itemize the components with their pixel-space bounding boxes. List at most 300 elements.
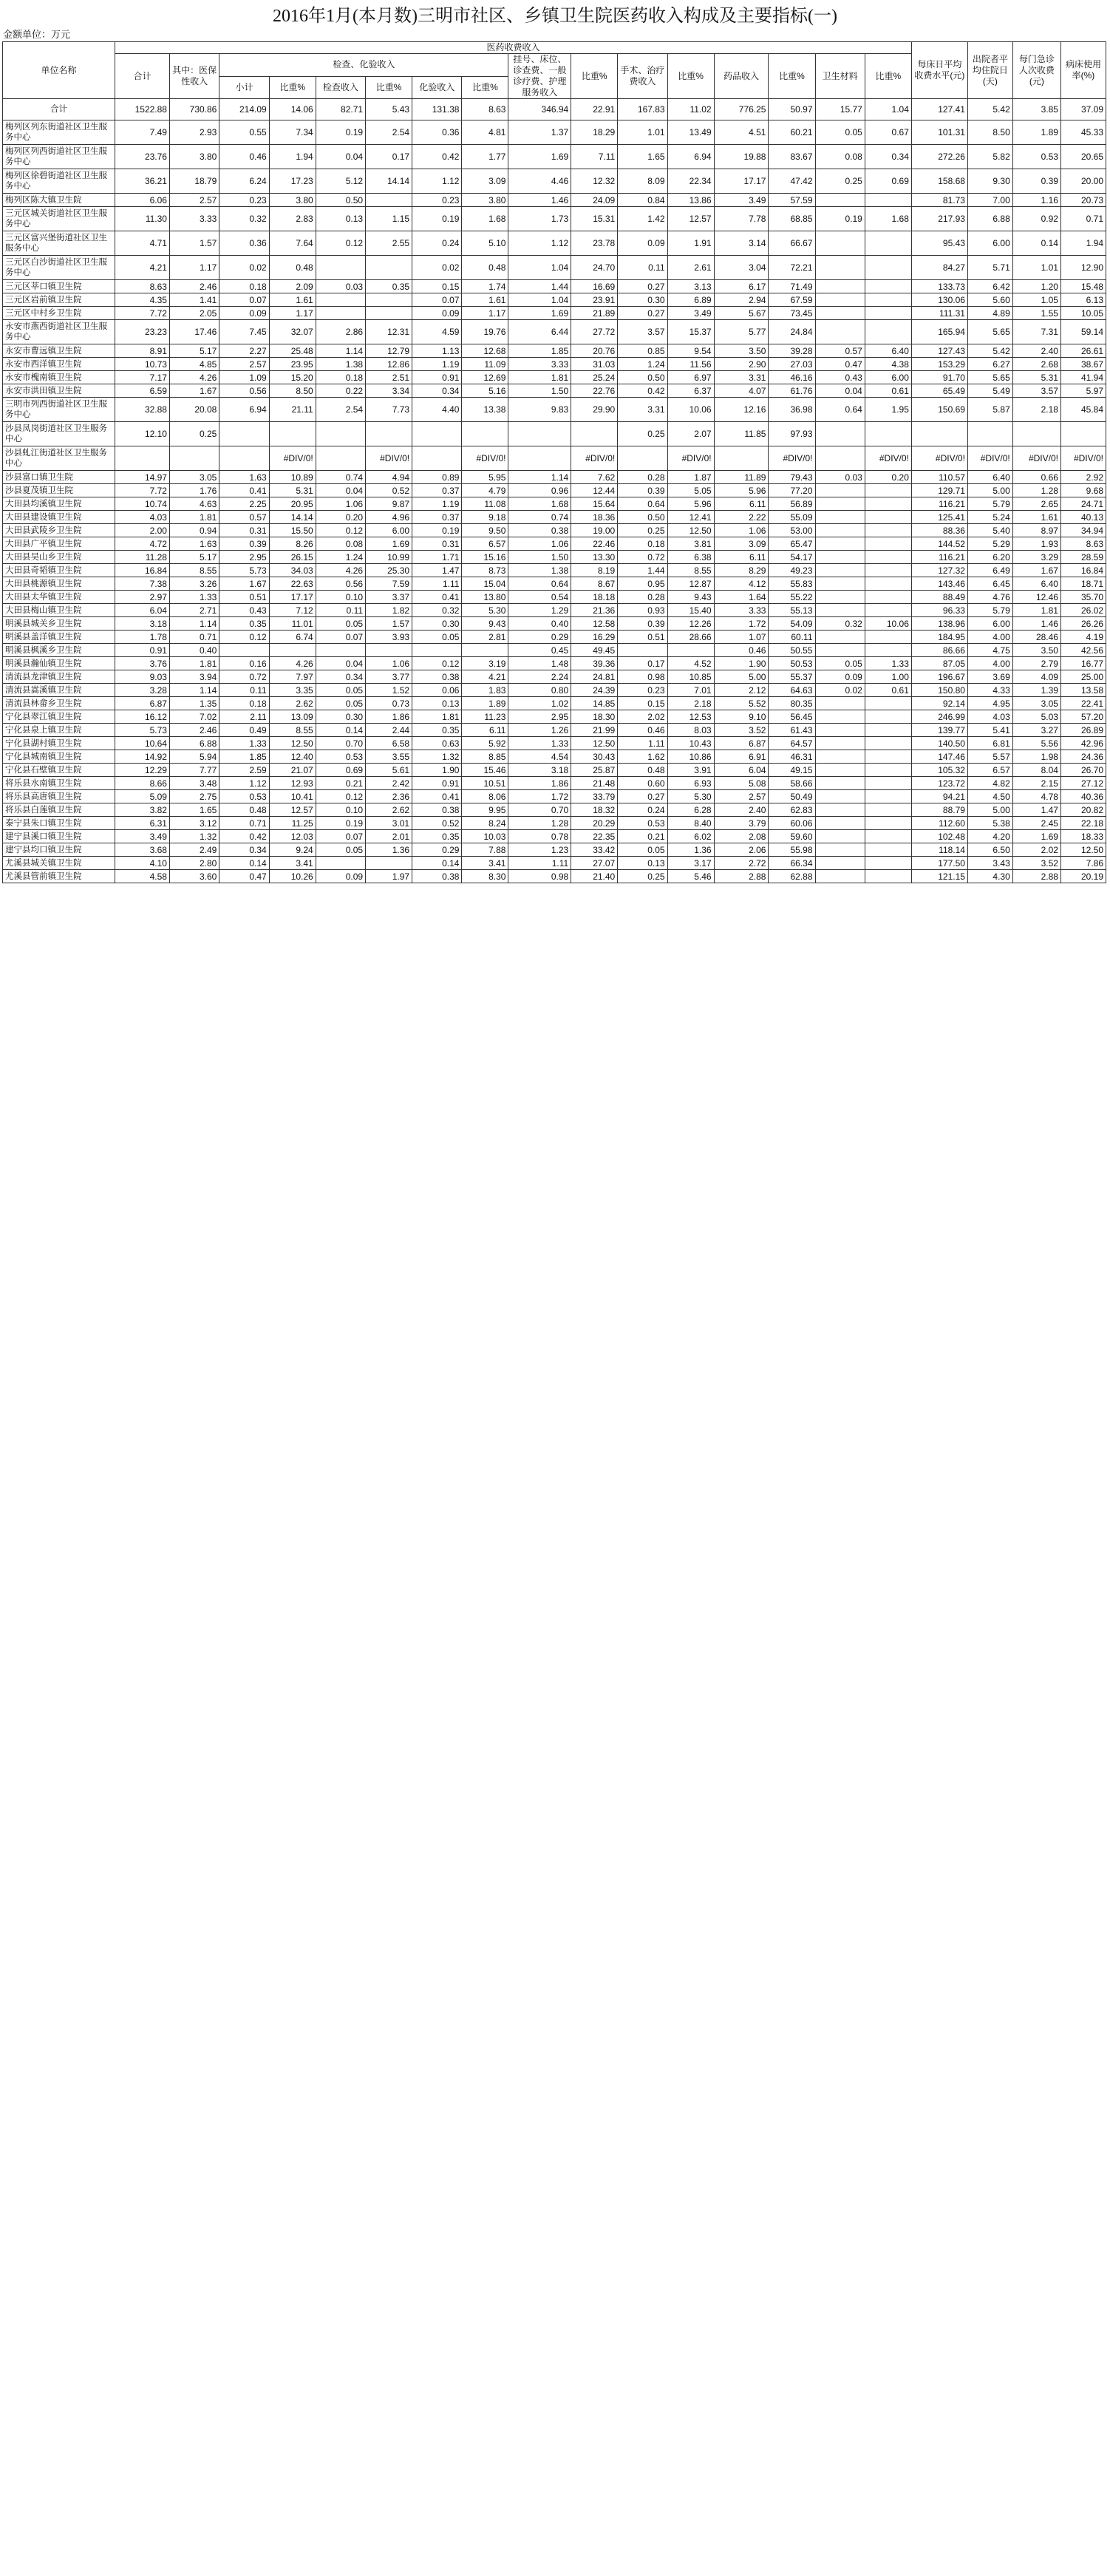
value-cell: 10.99 — [366, 551, 412, 564]
value-cell: 1.65 — [169, 803, 219, 817]
value-cell: 1.12 — [412, 169, 462, 194]
value-cell: 49.45 — [571, 644, 618, 657]
value-cell — [366, 307, 412, 320]
value-cell — [815, 644, 865, 657]
value-cell: 2.93 — [169, 120, 219, 145]
unit-name-cell: 明溪县瀚仙镇卫生院 — [3, 657, 115, 670]
value-cell: 2.79 — [1012, 657, 1060, 670]
value-cell: 0.45 — [508, 644, 571, 657]
value-cell — [815, 484, 865, 497]
value-cell: 0.56 — [219, 384, 269, 398]
value-cell: 177.50 — [911, 857, 967, 870]
table-body — [3, 99, 1106, 883]
value-cell — [316, 446, 365, 471]
value-cell: 15.64 — [571, 497, 618, 511]
table-row — [3, 737, 1106, 750]
value-cell: 9.54 — [667, 344, 714, 358]
value-cell: 0.25 — [169, 422, 219, 446]
value-cell: 127.43 — [911, 344, 967, 358]
value-cell: 3.79 — [714, 817, 769, 830]
value-cell: #DIV/0! — [667, 446, 714, 471]
value-cell: 2.12 — [714, 684, 769, 697]
value-cell: 0.63 — [412, 737, 462, 750]
value-cell: 6.40 — [865, 344, 911, 358]
value-cell — [815, 843, 865, 857]
value-cell: 0.61 — [865, 684, 911, 697]
value-cell: 4.82 — [967, 777, 1012, 790]
value-cell: 1.47 — [412, 564, 462, 577]
value-cell: 5.12 — [316, 169, 365, 194]
value-cell: 3.29 — [1012, 551, 1060, 564]
table-row — [3, 843, 1106, 857]
value-cell: 1.04 — [508, 256, 571, 280]
col-total: 合计 — [115, 54, 170, 99]
value-cell: 7.62 — [571, 471, 618, 484]
col-drug: 药品收入 — [714, 54, 769, 99]
value-cell: 1.09 — [219, 371, 269, 384]
value-cell — [865, 293, 911, 307]
value-cell: 16.29 — [571, 631, 618, 644]
value-cell — [714, 446, 769, 471]
value-cell: 0.46 — [219, 145, 269, 169]
value-cell: 0.37 — [412, 484, 462, 497]
value-cell: 6.04 — [714, 764, 769, 777]
value-cell: 1.04 — [865, 99, 911, 120]
value-cell: 1.15 — [366, 207, 412, 231]
value-cell: 1.28 — [1012, 484, 1060, 497]
value-cell: 5.77 — [714, 320, 769, 344]
value-cell: 0.42 — [618, 384, 667, 398]
value-cell: 0.23 — [219, 194, 269, 207]
value-cell: 88.36 — [911, 524, 967, 537]
value-cell — [815, 591, 865, 604]
value-cell: 6.57 — [967, 764, 1012, 777]
value-cell: 8.50 — [967, 120, 1012, 145]
unit-name-cell: 大田县奇韬镇卫生院 — [3, 564, 115, 577]
value-cell: 0.98 — [508, 870, 571, 883]
value-cell: 2.57 — [219, 358, 269, 371]
value-cell: 2.40 — [714, 803, 769, 817]
value-cell: 1.97 — [366, 870, 412, 883]
value-cell: 0.32 — [815, 617, 865, 631]
value-cell: 1.71 — [412, 551, 462, 564]
value-cell: 0.39 — [219, 537, 269, 551]
value-cell: 56.89 — [769, 497, 815, 511]
value-cell: 116.21 — [911, 551, 967, 564]
value-cell: 31.03 — [571, 358, 618, 371]
value-cell: 0.60 — [618, 777, 667, 790]
value-cell: 0.22 — [316, 384, 365, 398]
value-cell: 1.95 — [865, 398, 911, 422]
value-cell: 19.76 — [462, 320, 508, 344]
value-cell: 55.37 — [769, 670, 815, 684]
value-cell: 42.96 — [1060, 737, 1106, 750]
value-cell: 4.54 — [508, 750, 571, 764]
value-cell: 3.77 — [366, 670, 412, 684]
value-cell: 0.21 — [618, 830, 667, 843]
value-cell: 0.74 — [508, 511, 571, 524]
value-cell: 3.49 — [714, 194, 769, 207]
value-cell — [366, 293, 412, 307]
value-cell: 5.00 — [714, 670, 769, 684]
value-cell: 50.53 — [769, 657, 815, 670]
value-cell: 2.36 — [366, 790, 412, 803]
value-cell: 2.07 — [667, 422, 714, 446]
value-cell: 3.31 — [714, 371, 769, 384]
value-cell: 3.19 — [462, 657, 508, 670]
value-cell: 346.94 — [508, 99, 571, 120]
value-cell: 22.76 — [571, 384, 618, 398]
value-cell: 6.57 — [462, 537, 508, 551]
value-cell: 5.71 — [967, 256, 1012, 280]
value-cell: 272.26 — [911, 145, 967, 169]
value-cell: #DIV/0! — [571, 446, 618, 471]
value-cell — [412, 644, 462, 657]
value-cell: 10.89 — [269, 471, 316, 484]
value-cell: 0.12 — [316, 524, 365, 537]
value-cell: 80.35 — [769, 697, 815, 710]
value-cell — [967, 422, 1012, 446]
value-cell — [865, 564, 911, 577]
value-cell: 2.02 — [1012, 843, 1060, 857]
value-cell: 1.11 — [412, 577, 462, 591]
value-cell: 0.91 — [412, 777, 462, 790]
value-cell: 4.40 — [412, 398, 462, 422]
value-cell: 1.26 — [508, 724, 571, 737]
value-cell: 1.46 — [508, 194, 571, 207]
value-cell: 3.05 — [169, 471, 219, 484]
value-cell: 55.98 — [769, 843, 815, 857]
value-cell: 4.89 — [967, 307, 1012, 320]
value-cell: 0.40 — [508, 617, 571, 631]
value-cell: 13.38 — [462, 398, 508, 422]
table-row — [3, 422, 1106, 446]
value-cell: 196.67 — [911, 670, 967, 684]
value-cell — [815, 750, 865, 764]
value-cell — [815, 697, 865, 710]
value-cell: 40.13 — [1060, 511, 1106, 524]
value-cell: 0.34 — [865, 145, 911, 169]
value-cell: 0.53 — [618, 817, 667, 830]
value-cell: 7.34 — [269, 120, 316, 145]
value-cell: 0.05 — [316, 843, 365, 857]
value-cell: 0.09 — [316, 870, 365, 883]
col-group-check: 检查、化验收入 — [219, 54, 508, 77]
table-row — [3, 591, 1106, 604]
value-cell: 9.43 — [462, 617, 508, 631]
value-cell: 2.02 — [618, 710, 667, 724]
value-cell: 0.53 — [219, 790, 269, 803]
unit-name-cell: 梅列区陈大镇卫生院 — [3, 194, 115, 207]
value-cell: 1.68 — [865, 207, 911, 231]
value-cell: 11.01 — [269, 617, 316, 631]
value-cell — [865, 484, 911, 497]
value-cell: 2.11 — [219, 710, 269, 724]
value-cell: 9.10 — [714, 710, 769, 724]
value-cell: 47.42 — [769, 169, 815, 194]
value-cell: 3.82 — [115, 803, 170, 817]
value-cell: 129.71 — [911, 484, 967, 497]
value-cell: 110.57 — [911, 471, 967, 484]
value-cell: 4.72 — [115, 537, 170, 551]
value-cell: 0.70 — [316, 737, 365, 750]
value-cell: 2.24 — [508, 670, 571, 684]
value-cell: 24.70 — [571, 256, 618, 280]
value-cell: 5.94 — [169, 750, 219, 764]
value-cell: 1.14 — [316, 344, 365, 358]
value-cell: 22.41 — [1060, 697, 1106, 710]
col-reg-ratio: 比重% — [571, 54, 618, 99]
table-row — [3, 870, 1106, 883]
value-cell: 12.50 — [571, 737, 618, 750]
value-cell: 8.91 — [115, 344, 170, 358]
value-cell: 9.43 — [667, 591, 714, 604]
unit-name-cell: 尤溪县城关镇卫生院 — [3, 857, 115, 870]
value-cell: 59.60 — [769, 830, 815, 843]
value-cell: 4.33 — [967, 684, 1012, 697]
value-cell: 0.05 — [412, 631, 462, 644]
value-cell: 12.90 — [1060, 256, 1106, 280]
value-cell: 1.44 — [508, 280, 571, 293]
value-cell: 0.48 — [219, 803, 269, 817]
value-cell — [865, 870, 911, 883]
value-cell — [462, 422, 508, 446]
value-cell: 5.96 — [714, 484, 769, 497]
value-cell: 150.69 — [911, 398, 967, 422]
value-cell: 60.21 — [769, 120, 815, 145]
value-cell: 0.35 — [219, 617, 269, 631]
value-cell — [219, 644, 269, 657]
value-cell — [865, 551, 911, 564]
value-cell: 1.36 — [667, 843, 714, 857]
value-cell: 38.67 — [1060, 358, 1106, 371]
value-cell: 1.57 — [169, 231, 219, 256]
value-cell: 50.97 — [769, 99, 815, 120]
value-cell: 6.88 — [967, 207, 1012, 231]
value-cell: 29.90 — [571, 398, 618, 422]
value-cell: 144.52 — [911, 537, 967, 551]
value-cell: 0.04 — [316, 484, 365, 497]
value-cell: 50.55 — [769, 644, 815, 657]
value-cell: 7.00 — [967, 194, 1012, 207]
value-cell: 0.46 — [618, 724, 667, 737]
value-cell: 1.39 — [1012, 684, 1060, 697]
value-cell: 3.60 — [169, 870, 219, 883]
col-check-subtotal: 小计 — [219, 76, 269, 99]
value-cell — [815, 422, 865, 446]
value-cell: 121.15 — [911, 870, 967, 883]
value-cell: 15.37 — [667, 320, 714, 344]
value-cell: 0.29 — [508, 631, 571, 644]
value-cell: 9.50 — [462, 524, 508, 537]
unit-name-cell: 梅列区列西街道社区卫生服务中心 — [3, 145, 115, 169]
value-cell: 3.34 — [366, 384, 412, 398]
value-cell: 0.05 — [316, 697, 365, 710]
value-cell: 0.09 — [815, 670, 865, 684]
value-cell — [865, 644, 911, 657]
value-cell: 14.06 — [269, 99, 316, 120]
value-cell: 0.38 — [508, 524, 571, 537]
value-cell: 12.50 — [1060, 843, 1106, 857]
value-cell: 9.95 — [462, 803, 508, 817]
value-cell: 3.76 — [115, 657, 170, 670]
value-cell: 20.08 — [169, 398, 219, 422]
value-cell: 17.46 — [169, 320, 219, 344]
value-cell: 0.09 — [219, 307, 269, 320]
value-cell: 6.44 — [508, 320, 571, 344]
value-cell: 61.76 — [769, 384, 815, 398]
table-row — [3, 564, 1106, 577]
table-row — [3, 803, 1106, 817]
value-cell: 16.84 — [115, 564, 170, 577]
value-cell: 5.38 — [967, 817, 1012, 830]
value-cell: 1.41 — [169, 293, 219, 307]
value-cell: 0.23 — [412, 194, 462, 207]
value-cell: 6.11 — [462, 724, 508, 737]
value-cell: 2.61 — [667, 256, 714, 280]
col-gov: 其中：医保性收入 — [169, 54, 219, 99]
value-cell: 12.57 — [667, 207, 714, 231]
value-cell: 0.15 — [618, 697, 667, 710]
value-cell: 20.95 — [269, 497, 316, 511]
value-cell: 1.06 — [316, 497, 365, 511]
value-cell: 35.70 — [1060, 591, 1106, 604]
value-cell: 14.14 — [366, 169, 412, 194]
value-cell: 0.94 — [169, 524, 219, 537]
table-row — [3, 320, 1106, 344]
unit-name-cell: 三元区富兴堡街道社区卫生服务中心 — [3, 231, 115, 256]
value-cell: 12.41 — [667, 511, 714, 524]
value-cell: 0.25 — [618, 524, 667, 537]
table-row — [3, 724, 1106, 737]
col-reg-fee: 挂号、床位、诊查费、一般诊疗费、护理服务收入 — [508, 54, 571, 99]
value-cell — [618, 644, 667, 657]
value-cell: 20.82 — [1060, 803, 1106, 817]
value-cell: 24.71 — [1060, 497, 1106, 511]
value-cell: 6.00 — [865, 371, 911, 384]
value-cell: 32.88 — [115, 398, 170, 422]
table-row — [3, 551, 1106, 564]
value-cell: 42.56 — [1060, 644, 1106, 657]
unit-name-cell: 三元区莘口镇卫生院 — [3, 280, 115, 293]
value-cell: 3.05 — [1012, 697, 1060, 710]
value-cell — [865, 511, 911, 524]
table-row — [3, 830, 1106, 843]
value-cell: 130.06 — [911, 293, 967, 307]
value-cell: 1.94 — [269, 145, 316, 169]
value-cell: 34.03 — [269, 564, 316, 577]
unit-name-cell: 沙县夏茂镇卫生院 — [3, 484, 115, 497]
value-cell: 5.17 — [169, 551, 219, 564]
value-cell: 0.42 — [412, 145, 462, 169]
value-cell: 0.05 — [815, 120, 865, 145]
value-cell: 2.40 — [1012, 344, 1060, 358]
value-cell: 19.88 — [714, 145, 769, 169]
value-cell: 21.48 — [571, 777, 618, 790]
value-cell: 0.49 — [219, 724, 269, 737]
value-cell: 8.04 — [1012, 764, 1060, 777]
value-cell: 0.69 — [316, 764, 365, 777]
value-cell: 10.43 — [667, 737, 714, 750]
value-cell: 18.79 — [169, 169, 219, 194]
value-cell: 214.09 — [219, 99, 269, 120]
value-cell: 1.46 — [1012, 617, 1060, 631]
value-cell: 9.03 — [115, 670, 170, 684]
value-cell: 0.12 — [316, 790, 365, 803]
value-cell: 1.32 — [412, 750, 462, 764]
value-cell: 6.11 — [714, 497, 769, 511]
value-cell: 1.05 — [1012, 293, 1060, 307]
table-row — [3, 145, 1106, 169]
value-cell: 3.26 — [169, 577, 219, 591]
value-cell: 73.45 — [769, 307, 815, 320]
value-cell: 55.83 — [769, 577, 815, 591]
value-cell: 1.33 — [865, 657, 911, 670]
value-cell: 0.80 — [508, 684, 571, 697]
unit-name-cell: 三明市列西街道社区卫生服务中心 — [3, 398, 115, 422]
value-cell: 26.15 — [269, 551, 316, 564]
value-cell: 5.16 — [462, 384, 508, 398]
col-material-ratio: 比重% — [865, 54, 911, 99]
value-cell: 0.42 — [219, 830, 269, 843]
value-cell — [815, 790, 865, 803]
value-cell: 6.94 — [219, 398, 269, 422]
value-cell: 41.94 — [1060, 371, 1106, 384]
value-cell: 55.22 — [769, 591, 815, 604]
value-cell: 0.12 — [412, 657, 462, 670]
value-cell: 0.92 — [1012, 207, 1060, 231]
value-cell: 1.87 — [667, 471, 714, 484]
value-cell: 20.76 — [571, 344, 618, 358]
value-cell: 82.71 — [316, 99, 365, 120]
value-cell — [815, 511, 865, 524]
value-cell: 20.29 — [571, 817, 618, 830]
col-material: 卫生材料 — [815, 54, 865, 99]
value-cell: 1.64 — [714, 591, 769, 604]
value-cell — [219, 446, 269, 471]
value-cell: 8.06 — [462, 790, 508, 803]
value-cell: 1.94 — [1060, 231, 1106, 256]
unit-name-cell: 宁化县石壁镇卫生院 — [3, 764, 115, 777]
value-cell: 34.94 — [1060, 524, 1106, 537]
value-cell: 1.01 — [618, 120, 667, 145]
value-cell: 0.38 — [412, 670, 462, 684]
value-cell: 5.31 — [1012, 371, 1060, 384]
value-cell: 97.93 — [769, 422, 815, 446]
value-cell: 1.86 — [508, 777, 571, 790]
value-cell: 3.04 — [714, 256, 769, 280]
value-cell: 5.73 — [219, 564, 269, 577]
value-cell: 1.67 — [219, 577, 269, 591]
value-cell: 10.85 — [667, 670, 714, 684]
value-cell — [865, 817, 911, 830]
value-cell — [815, 551, 865, 564]
value-cell — [865, 320, 911, 344]
value-cell: 8.40 — [667, 817, 714, 830]
value-cell: 4.96 — [366, 511, 412, 524]
value-cell: 68.85 — [769, 207, 815, 231]
value-cell: 12.29 — [115, 764, 170, 777]
table-row — [3, 293, 1106, 307]
value-cell: 184.95 — [911, 631, 967, 644]
value-cell: 246.99 — [911, 710, 967, 724]
value-cell: 153.29 — [911, 358, 967, 371]
value-cell: 30.43 — [571, 750, 618, 764]
value-cell: 12.68 — [462, 344, 508, 358]
value-cell: 0.38 — [412, 870, 462, 883]
value-cell: 1.06 — [714, 524, 769, 537]
value-cell: 3.09 — [714, 537, 769, 551]
